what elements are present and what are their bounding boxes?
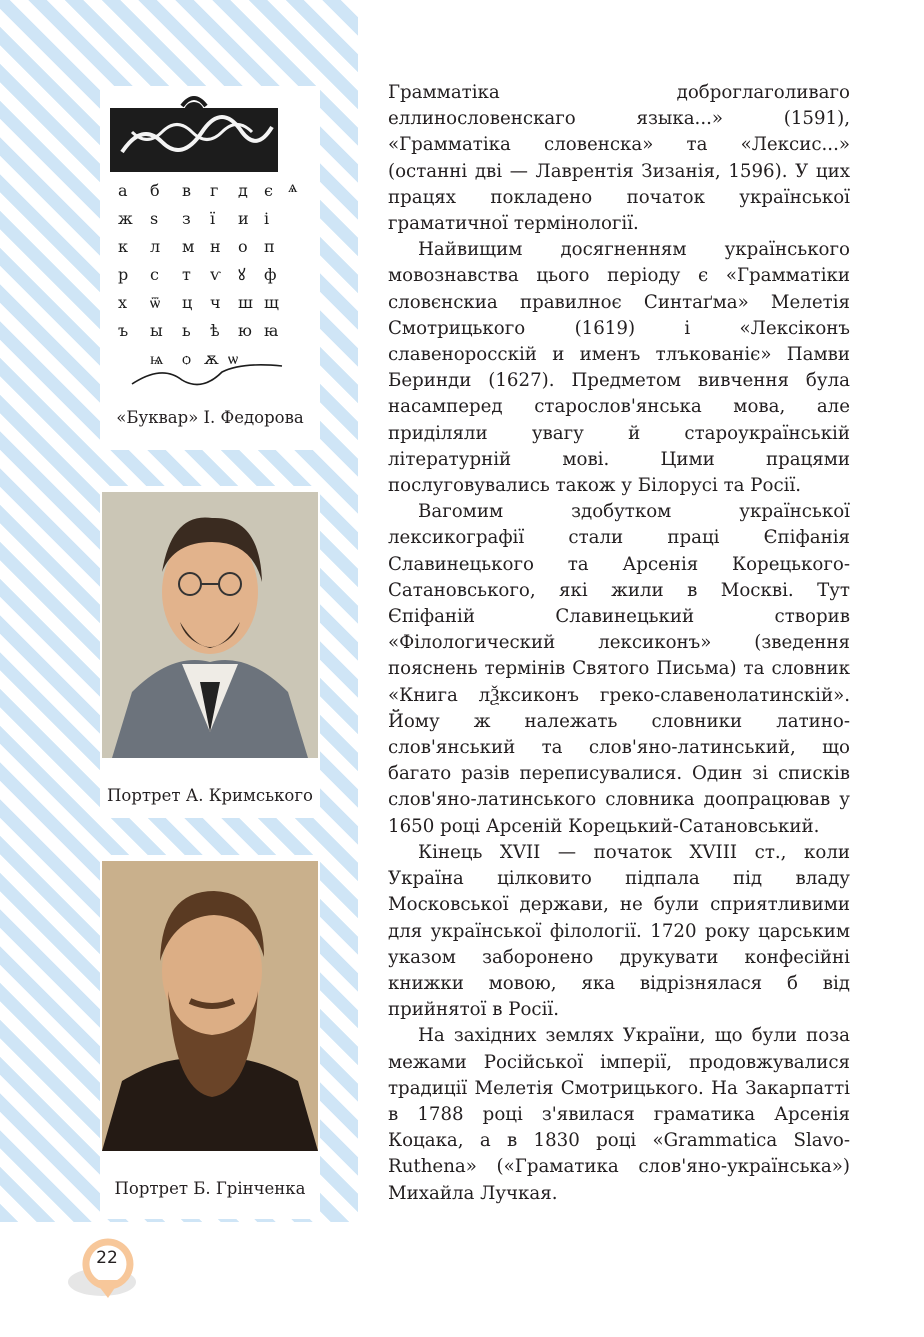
paragraph: На західних землях України, що були поза межами Російської імперії, продовжувалися традиції Мелетія Смотрицького. На Закарпатті в 1788 році з'явилася граматика Арсенія Коцака, а в 1830 році «Grammatica Slavo-Ruthena» («Граматика слов'яно-українська») Михайла Лучкая.: [388, 1025, 850, 1204]
svg-text:с: с: [150, 265, 159, 284]
svg-text:ѧ: ѧ: [288, 177, 298, 196]
svg-text:к: к: [118, 237, 128, 256]
paragraph: Кінець XVII — початок XVIII ст., коли Україна цілковито підпала під владу Московської держави, не були сприятливими для української філології. 1720 року царським указом заборонено друкувати конфесійні книжки мовою, яка відрізнялася б від прийнятої в Росії.: [388, 841, 850, 1021]
svg-text:ю: ю: [238, 321, 252, 340]
svg-text:т: т: [182, 265, 191, 284]
krymsky-portrait-image: [102, 492, 318, 758]
figure-caption: Портрет А. Кримського: [107, 786, 313, 805]
svg-text:б: б: [150, 181, 160, 200]
bukvar-illustration: [102, 92, 318, 392]
svg-text:о: о: [238, 237, 248, 256]
page-number-badge-icon: [66, 1234, 146, 1304]
svg-text:ѿ: ѿ: [150, 293, 161, 312]
portrait-icon: [102, 861, 318, 1151]
svg-text:щ: щ: [264, 293, 279, 312]
svg-text:х: х: [118, 293, 128, 312]
figure-caption: Портрет Б. Грінченка: [114, 1179, 306, 1198]
svg-text:в: в: [182, 181, 192, 200]
svg-text:ъ: ъ: [118, 321, 129, 340]
svg-text:р: р: [118, 265, 129, 284]
svg-text:ѣ: ѣ: [210, 321, 220, 340]
svg-text:ꙋ: ꙋ: [238, 265, 246, 284]
paragraph: Найвищим досягненням українського мовознавства цього періоду є «Грамматіки словєнскиа правилноє Синтаґма» Мелетія Смотрицького (1619) і «Лексіконъ славеноросскій и именъ тлъкованіє» Памви Беринди (1627). Предметом вивчення була насамперед старослов'янська мова, але приділяли увагу й староукраїнській літературній мові. Цими працями послуговувались також у Білорусі та Росії.: [388, 239, 850, 497]
svg-text:м: м: [182, 237, 195, 256]
svg-text:а: а: [118, 181, 128, 200]
svg-text:г: г: [210, 181, 219, 200]
svg-text:л: л: [150, 237, 161, 256]
page-number: 22: [96, 1248, 118, 1268]
svg-text:ѕ: ѕ: [150, 209, 159, 228]
svg-text:ч: ч: [210, 293, 221, 312]
portrait-icon: [102, 492, 318, 758]
main-text: [388, 80, 850, 1207]
hrinchenko-portrait-image: [102, 861, 318, 1151]
figure-bukvar: [100, 86, 320, 450]
svg-text:д: д: [238, 181, 248, 200]
svg-text:і: і: [264, 209, 270, 228]
paragraph: Вагомим здобутком української лексикографії стали праці Єпіфанія Славинецького та Арсенія Корецького-Сатановського, які жили в Москві. Тут Єпіфаній Славинецький створив «Філологический лексиконъ» (зведення пояснень термінів Святого Письма) та словник «Книга лѮксиконъ греко-славенолатинскій». Йому ж належать словники латино-слов'янський та слов'яно-латинський, що багато разів переписувалися. Один зі списків слов'яно-латинського словника доопрацював у 1650 році Арсеній Корецький-Сатановський.: [388, 501, 850, 837]
figure-krymsky: [100, 486, 320, 818]
svg-text:ш: ш: [238, 293, 253, 312]
svg-text:з: з: [182, 209, 191, 228]
svg-text:ѵ: ѵ: [210, 265, 221, 284]
svg-text:и: и: [238, 209, 249, 228]
svg-text:ѡ: ѡ: [228, 349, 239, 368]
bukvar-page-image: [102, 92, 318, 392]
svg-text:ь: ь: [182, 321, 191, 340]
svg-text:н: н: [210, 237, 221, 256]
svg-text:ѫ: ѫ: [204, 349, 219, 368]
svg-text:ц: ц: [182, 293, 193, 312]
svg-text:ж: ж: [118, 209, 133, 228]
svg-text:ѩ: ѩ: [150, 349, 164, 368]
figure-hrinchenko: [100, 855, 320, 1219]
svg-text:ы: ы: [150, 321, 163, 340]
svg-text:ф: ф: [264, 265, 277, 284]
svg-text:ѻ: ѻ: [182, 349, 192, 368]
svg-text:п: п: [264, 237, 275, 256]
paragraph: Грамматіка доброглаголиваго еллинословенскаго языка...» (1591), «Грамматіка словенска» та «Лексис...» (останні дві — Лаврентія Зизанія, 1596). У цих працях покладено початок української граматичної термінології.: [388, 82, 850, 235]
svg-text:є: є: [264, 181, 273, 200]
figure-caption: «Буквар» І. Федорова: [116, 408, 304, 427]
svg-text:ї: ї: [210, 209, 216, 228]
svg-text:ꙗ: ꙗ: [264, 321, 279, 340]
